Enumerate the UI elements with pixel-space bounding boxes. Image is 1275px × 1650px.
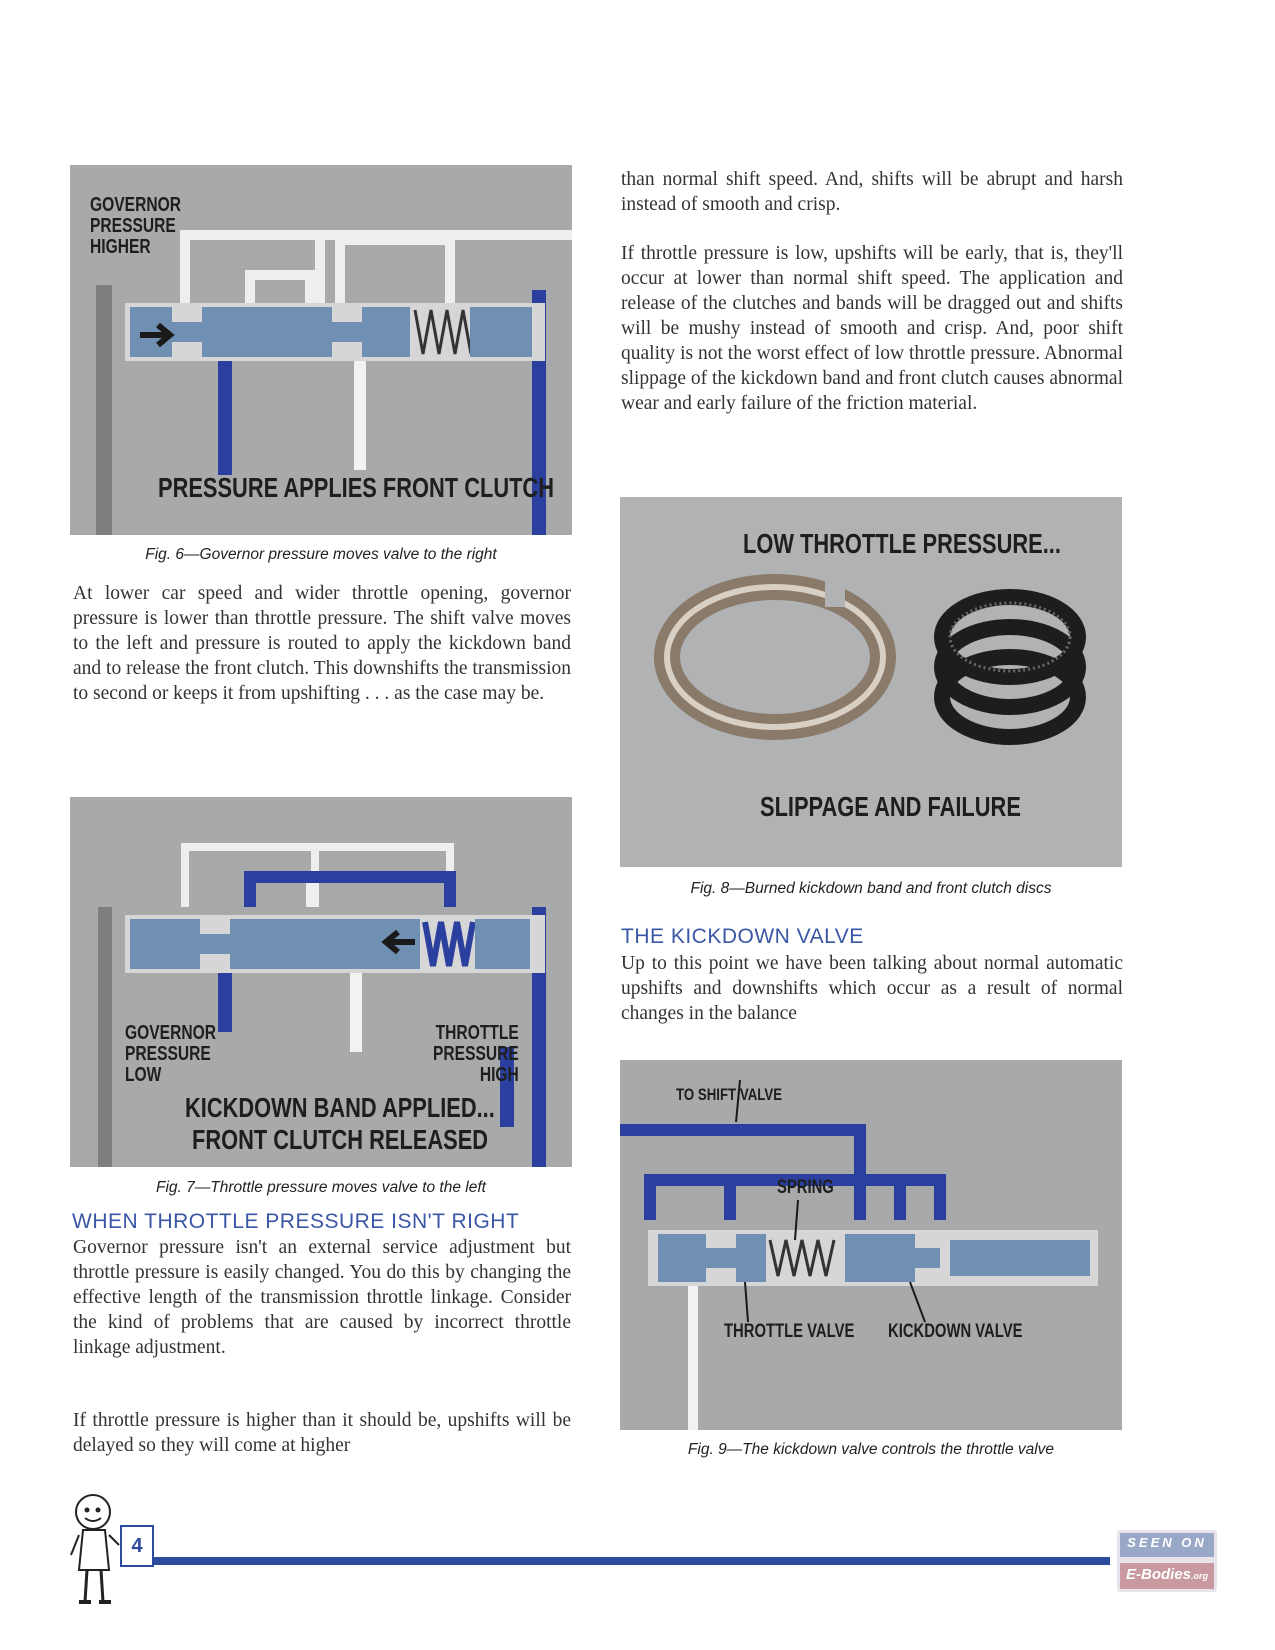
figure-6 (70, 165, 572, 535)
right-paragraph-2-text: If throttle pressure is low, upshifts will be early, that is, they'll occur at lower than normal shift speed. The application and release of the clutches and bands will be dragged out and shifts will be mushy instead of smooth and crisp. And, poor shift quality is not the worst effect of low throttle pressure. Abnormal slippage of the kickdown band and front clutch causes abnormal wear and early failure of the friction material. (621, 243, 1123, 414)
right-paragraph-2 (621, 241, 1123, 416)
fig9-caption: Fig. 9—The kickdown valve controls the throttle valve (687, 1441, 1055, 1458)
section-heading-throttle: WHEN THROTTLE PRESSURE ISN'T RIGHT (72, 1210, 520, 1233)
fig6-main-label: PRESSURE APPLIES FRONT CLUTCH (158, 472, 554, 503)
fig9-to-shift-label: TO SHIFT VALVE (676, 1085, 783, 1104)
page-number: 4 (120, 1525, 154, 1567)
fig6-caption: Fig. 6—Governor pressure moves valve to the right (145, 546, 497, 563)
fig7-caption: Fig. 7—Throttle pressure moves valve to the left (156, 1179, 486, 1196)
section-heading-kickdown: THE KICKDOWN VALVE (621, 925, 864, 948)
left-paragraph-2-text: Governor pressure isn't an external service adjustment but throttle pressure is easily changed. You do this by changing the effective length of the transmission throttle linkage. Consider the kind of problems that are caused by incorrect throttle linkage adjustment. (73, 1237, 571, 1358)
fig8-caption: Fig. 8—Burned kickdown band and front clutch discs (690, 880, 1052, 897)
fig9-throttle-valve-label: THROTTLE VALVE (724, 1321, 855, 1342)
footer-rule (152, 1557, 1110, 1565)
fig7-main-label-1: KICKDOWN BAND APPLIED... (185, 1092, 495, 1123)
left-paragraph-3-text: If throttle pressure is higher than it should be, upshifts will be delayed so they will come at higher (73, 1410, 571, 1456)
figure-7 (70, 797, 572, 1167)
right-paragraph-1-text: than normal shift speed. And, shifts will be abrupt and harsh instead of smooth and crisp. (621, 169, 1123, 215)
figure-9 (620, 1060, 1122, 1430)
left-paragraph-2 (73, 1235, 571, 1360)
fig9-spring-label: SPRING (777, 1177, 834, 1198)
fig6-governor-label: GOVERNOR PRESSURE HIGHER (90, 194, 182, 258)
left-paragraph-1-text: At lower car speed and wider throttle opening, governor pressure is lower than throttle pressure. The shift valve moves to the left and pressure is routed to apply the kickdown band and to release the front clutch. This downshifts the transmission to second or keeps it from upshifting . . . as the case may be. (73, 583, 571, 704)
right-paragraph-1 (621, 167, 1123, 217)
fig8-bottom-label: SLIPPAGE AND FAILURE (760, 791, 1021, 822)
seen-on-ebodies-badge[interactable] (1117, 1530, 1217, 1592)
fig9-kickdown-valve-label: KICKDOWN VALVE (888, 1321, 1023, 1342)
left-paragraph-1 (73, 581, 571, 706)
fig8-top-label: LOW THROTTLE PRESSURE... (743, 528, 1061, 559)
fig7-main-label-2: FRONT CLUTCH RELEASED (192, 1124, 489, 1155)
figure-8 (620, 497, 1122, 867)
badge-line-2 (1117, 1566, 1217, 1583)
right-paragraph-3 (621, 951, 1123, 1026)
badge-site-name: E-Bodies (1125, 1566, 1191, 1583)
fig7-throttle-label: THROTTLE PRESSURE HIGH (433, 1022, 519, 1086)
right-paragraph-3-text: Up to this point we have been talking about normal automatic upshifts and downshifts which occur as a result of normal changes in the balance (621, 953, 1123, 1024)
fig7-governor-label: GOVERNOR PRESSURE LOW (125, 1022, 217, 1086)
badge-site-suffix: .org (1191, 1571, 1208, 1581)
badge-line-1: SEEN ON (1127, 1535, 1207, 1550)
fig9-kickdown-valve-diagram (620, 1060, 1122, 1430)
left-paragraph-3 (73, 1408, 571, 1458)
